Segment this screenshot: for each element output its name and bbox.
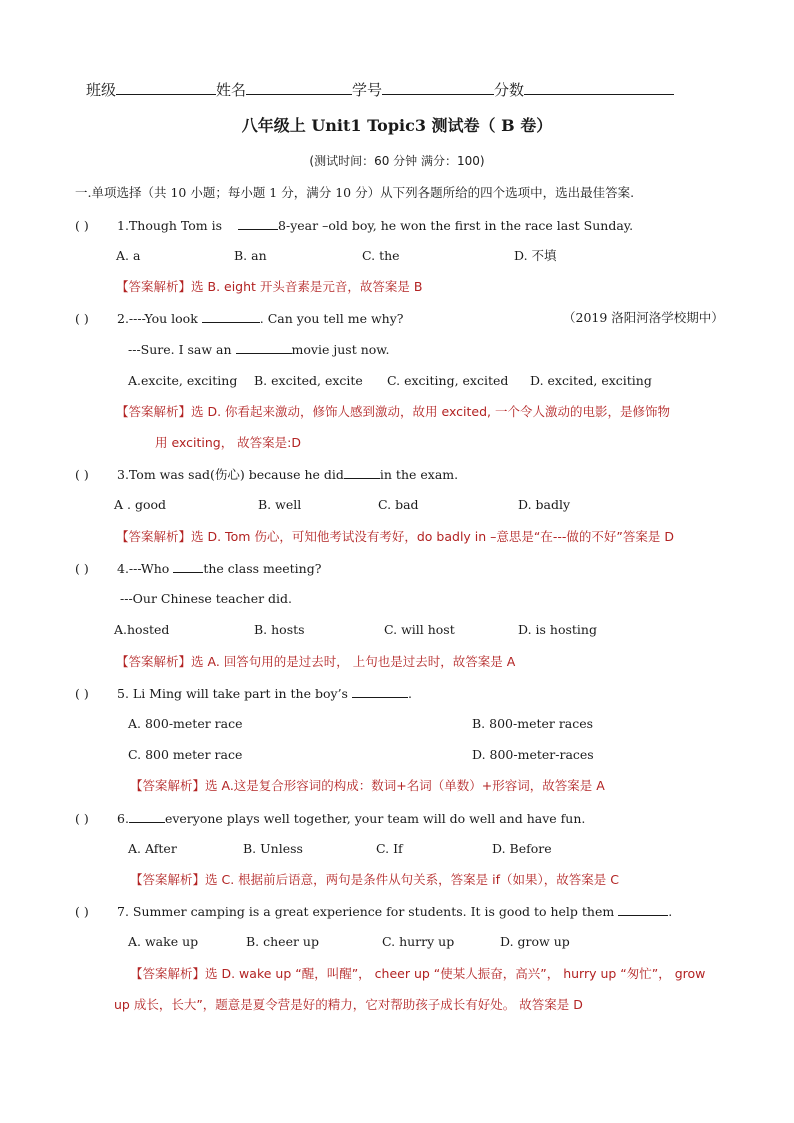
answer-explanation: 【答案解析】选 D. wake up “醒，叫醒”， cheer up “使某人振奋，高兴”， hurry up “匆忙”， grow bbox=[130, 966, 706, 981]
option-c: C. bad bbox=[378, 497, 419, 512]
option-d: D. is hosting bbox=[518, 622, 597, 637]
option-a: A . good bbox=[114, 497, 167, 512]
option-c: C. exciting, excited bbox=[387, 373, 509, 388]
fill-blank bbox=[344, 466, 380, 479]
answer-explanation: 【答案解析】选 C. 根据前后语意，两句是条件从句关系，答案是 if（如果），故答案是 C bbox=[130, 872, 619, 887]
option-c: C. will host bbox=[384, 622, 455, 637]
page-title: 八年级上 Unit1 Topic3 测试卷（ B 卷） bbox=[241, 116, 553, 135]
question-3: ( ) 3.Tom was sad(伤心) because he did in the exam. bbox=[75, 467, 459, 482]
section-heading: 一.单项选择（共 10 小题；每小题 1 分，满分 10 分）从下列各题所给的四个选项中，选出最佳答案. bbox=[75, 185, 635, 200]
question-7: ( ) 7. Summer camping is a great experience for students. It is good to help them . bbox=[75, 904, 673, 919]
class-label: 班级 bbox=[86, 81, 117, 99]
fill-blank bbox=[352, 685, 408, 698]
answer-explanation-cont: 用 exciting， 故答案是:D bbox=[155, 435, 302, 450]
score-label: 分数 bbox=[494, 81, 525, 99]
option-d: D. Before bbox=[492, 841, 552, 856]
student-id-blank bbox=[382, 80, 494, 95]
fill-blank bbox=[129, 810, 165, 823]
option-b: B. well bbox=[258, 497, 302, 512]
option-c: C. hurry up bbox=[382, 934, 455, 949]
option-c: C. If bbox=[376, 841, 403, 856]
answer-explanation: 【答案解析】选 B. eight 开头音素是元音，故答案是 B bbox=[116, 279, 423, 294]
option-b: B. Unless bbox=[243, 841, 303, 856]
option-d: D. badly bbox=[518, 497, 571, 512]
option-d: D. grow up bbox=[500, 934, 570, 949]
option-a: A. wake up bbox=[128, 934, 199, 949]
option-b: B. an bbox=[234, 248, 267, 263]
answer-explanation-cont: up 成长，长大”，题意是夏令营是好的精力，它对帮助孩子成长有好处。 故答案是 D bbox=[114, 997, 583, 1012]
fill-blank bbox=[618, 903, 668, 916]
answer-bracket: ( ) bbox=[75, 311, 89, 326]
option-a: A. a bbox=[116, 248, 141, 263]
option-b: B. hosts bbox=[254, 622, 305, 637]
fill-blank bbox=[173, 560, 203, 573]
answer-bracket: ( ) bbox=[75, 218, 89, 233]
question-1: ( ) 1.Though Tom is 8-year –old boy, he won the first in the race last Sunday. bbox=[75, 218, 634, 233]
name-blank bbox=[246, 80, 352, 95]
question-source: （2019 洛阳河洛学校期中） bbox=[563, 310, 724, 325]
option-c: C. the bbox=[362, 248, 400, 263]
name-label: 姓名 bbox=[216, 81, 247, 99]
answer-explanation: 【答案解析】选 D. 你看起来激动，修饰人感到激动，故用 excited, 一个令人激动的电影，是修饰物 bbox=[116, 404, 671, 419]
answer-explanation: 【答案解析】选 D. Tom 伤心，可知他考试没有考好，do badly in –意思是“在---做的不好”答案是 D bbox=[116, 529, 675, 544]
question-4: ( ) 4.---Who the class meeting? bbox=[75, 561, 322, 576]
class-blank bbox=[116, 80, 216, 95]
question-2-reply: ---Sure. I saw an movie just now. bbox=[128, 342, 390, 357]
option-a: A. After bbox=[128, 841, 177, 856]
student-id-label: 学号 bbox=[352, 81, 383, 99]
question-2: ( ) 2.----You look . Can you tell me why? bbox=[75, 311, 404, 326]
option-b: B. excited, excite bbox=[254, 373, 363, 388]
option-a: A.hosted bbox=[114, 622, 170, 637]
answer-bracket: ( ) bbox=[75, 686, 89, 701]
fill-blank bbox=[238, 217, 278, 230]
answer-explanation: 【答案解析】选 A.这是复合形容词的构成：数词+名词（单数）+形容词，故答案是 A bbox=[130, 778, 605, 793]
option-b: B. cheer up bbox=[246, 934, 319, 949]
score-blank bbox=[524, 80, 674, 95]
option-d: D. 不填 bbox=[514, 248, 557, 263]
option-a: A. 800-meter race bbox=[128, 716, 243, 731]
fill-blank bbox=[236, 341, 292, 354]
question-4-reply: ---Our Chinese teacher did. bbox=[120, 591, 293, 606]
option-d: D. 800-meter-races bbox=[472, 747, 594, 762]
option-c: C. 800 meter race bbox=[128, 747, 243, 762]
option-b: B. 800-meter races bbox=[472, 716, 594, 731]
answer-bracket: ( ) bbox=[75, 467, 89, 482]
answer-bracket: ( ) bbox=[75, 561, 89, 576]
question-6: ( ) 6. everyone plays well together, your team will do well and have fun. bbox=[75, 811, 586, 826]
answer-bracket: ( ) bbox=[75, 904, 89, 919]
fill-blank bbox=[202, 310, 260, 323]
student-info-line bbox=[86, 80, 674, 98]
answer-explanation: 【答案解析】选 A. 回答句用的是过去时， 上句也是过去时，故答案是 A bbox=[116, 654, 516, 669]
answer-bracket: ( ) bbox=[75, 811, 89, 826]
option-a: A.excite, exciting bbox=[128, 373, 238, 388]
option-d: D. excited, exciting bbox=[530, 373, 652, 388]
page-subtitle: (测试时间：60 分钟 满分：100) bbox=[309, 154, 485, 168]
question-5: ( ) 5. Li Ming will take part in the boy’s . bbox=[75, 686, 412, 701]
